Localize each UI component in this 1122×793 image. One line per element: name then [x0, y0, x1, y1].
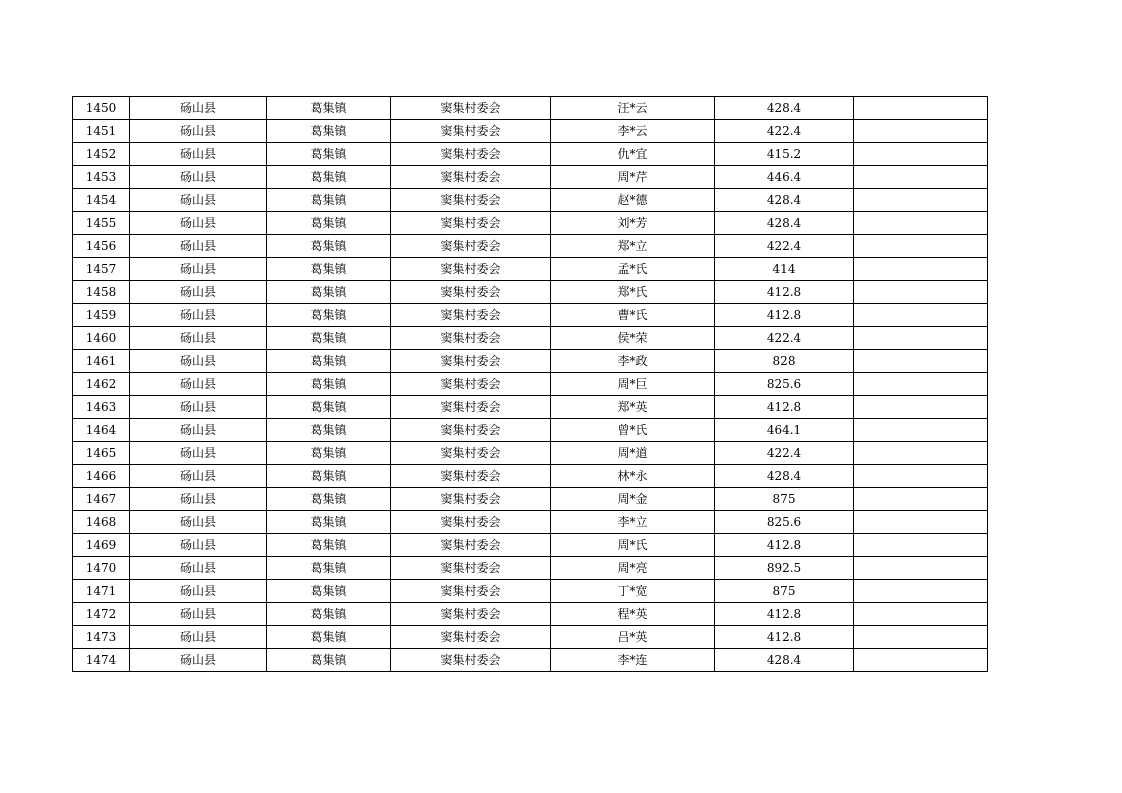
cell-seq: 1465 [73, 442, 130, 465]
cell-name: 程*英 [551, 603, 715, 626]
cell-village: 窦集村委会 [391, 189, 551, 212]
cell-note [854, 97, 988, 120]
cell-note [854, 442, 988, 465]
cell-name: 丁*宽 [551, 580, 715, 603]
cell-village: 窦集村委会 [391, 281, 551, 304]
cell-note [854, 488, 988, 511]
cell-county: 砀山县 [130, 304, 267, 327]
cell-county: 砀山县 [130, 97, 267, 120]
cell-seq: 1458 [73, 281, 130, 304]
cell-name: 李*云 [551, 120, 715, 143]
table-row [73, 258, 988, 281]
table-row [73, 626, 988, 649]
cell-seq: 1467 [73, 488, 130, 511]
cell-village: 窦集村委会 [391, 557, 551, 580]
table-row [73, 97, 988, 120]
cell-name: 曹*氏 [551, 304, 715, 327]
cell-note [854, 304, 988, 327]
cell-village: 窦集村委会 [391, 350, 551, 373]
cell-seq: 1462 [73, 373, 130, 396]
cell-seq: 1461 [73, 350, 130, 373]
cell-note [854, 235, 988, 258]
cell-town: 葛集镇 [267, 304, 391, 327]
cell-county: 砀山县 [130, 511, 267, 534]
cell-seq: 1460 [73, 327, 130, 350]
table-row [73, 281, 988, 304]
cell-name: 周*巨 [551, 373, 715, 396]
table-body [73, 97, 988, 672]
cell-name: 孟*氏 [551, 258, 715, 281]
cell-note [854, 396, 988, 419]
cell-seq: 1454 [73, 189, 130, 212]
cell-name: 郑*立 [551, 235, 715, 258]
cell-town: 葛集镇 [267, 419, 391, 442]
cell-name: 郑*氏 [551, 281, 715, 304]
cell-amount: 412.8 [715, 603, 854, 626]
cell-seq: 1474 [73, 649, 130, 672]
cell-amount: 412.8 [715, 396, 854, 419]
table-row [73, 580, 988, 603]
table-row [73, 235, 988, 258]
table-row [73, 396, 988, 419]
cell-note [854, 511, 988, 534]
table-row [73, 488, 988, 511]
table-row [73, 212, 988, 235]
cell-town: 葛集镇 [267, 442, 391, 465]
cell-village: 窦集村委会 [391, 488, 551, 511]
table-row [73, 465, 988, 488]
cell-name: 吕*英 [551, 626, 715, 649]
cell-county: 砀山县 [130, 143, 267, 166]
cell-county: 砀山县 [130, 120, 267, 143]
cell-seq: 1450 [73, 97, 130, 120]
table-row [73, 442, 988, 465]
cell-note [854, 120, 988, 143]
cell-amount: 412.8 [715, 626, 854, 649]
cell-county: 砀山县 [130, 166, 267, 189]
cell-amount: 422.4 [715, 235, 854, 258]
table-row [73, 557, 988, 580]
cell-county: 砀山县 [130, 189, 267, 212]
cell-amount: 422.4 [715, 327, 854, 350]
cell-county: 砀山县 [130, 580, 267, 603]
cell-town: 葛集镇 [267, 373, 391, 396]
cell-town: 葛集镇 [267, 488, 391, 511]
cell-name: 赵*德 [551, 189, 715, 212]
table-row [73, 304, 988, 327]
table-row [73, 350, 988, 373]
cell-county: 砀山县 [130, 534, 267, 557]
cell-town: 葛集镇 [267, 166, 391, 189]
cell-amount: 428.4 [715, 465, 854, 488]
cell-county: 砀山县 [130, 442, 267, 465]
cell-county: 砀山县 [130, 603, 267, 626]
cell-amount: 412.8 [715, 304, 854, 327]
cell-amount: 415.2 [715, 143, 854, 166]
cell-note [854, 419, 988, 442]
cell-county: 砀山县 [130, 212, 267, 235]
cell-village: 窦集村委会 [391, 235, 551, 258]
cell-amount: 414 [715, 258, 854, 281]
cell-seq: 1456 [73, 235, 130, 258]
cell-village: 窦集村委会 [391, 534, 551, 557]
cell-name: 曾*氏 [551, 419, 715, 442]
cell-town: 葛集镇 [267, 603, 391, 626]
cell-amount: 428.4 [715, 97, 854, 120]
table-row [73, 603, 988, 626]
cell-note [854, 603, 988, 626]
cell-county: 砀山县 [130, 465, 267, 488]
cell-town: 葛集镇 [267, 580, 391, 603]
cell-amount: 412.8 [715, 534, 854, 557]
cell-seq: 1453 [73, 166, 130, 189]
cell-seq: 1463 [73, 396, 130, 419]
cell-village: 窦集村委会 [391, 649, 551, 672]
cell-amount: 422.4 [715, 442, 854, 465]
cell-county: 砀山县 [130, 396, 267, 419]
cell-note [854, 626, 988, 649]
cell-note [854, 189, 988, 212]
cell-county: 砀山县 [130, 419, 267, 442]
cell-name: 周*道 [551, 442, 715, 465]
table-row [73, 189, 988, 212]
cell-seq: 1451 [73, 120, 130, 143]
cell-county: 砀山县 [130, 649, 267, 672]
cell-village: 窦集村委会 [391, 304, 551, 327]
cell-name: 仇*宜 [551, 143, 715, 166]
cell-town: 葛集镇 [267, 350, 391, 373]
table-row [73, 373, 988, 396]
cell-name: 郑*英 [551, 396, 715, 419]
cell-seq: 1459 [73, 304, 130, 327]
cell-village: 窦集村委会 [391, 258, 551, 281]
cell-note [854, 143, 988, 166]
cell-seq: 1470 [73, 557, 130, 580]
cell-county: 砀山县 [130, 373, 267, 396]
cell-county: 砀山县 [130, 258, 267, 281]
cell-note [854, 327, 988, 350]
table-row [73, 419, 988, 442]
cell-note [854, 465, 988, 488]
cell-note [854, 258, 988, 281]
cell-village: 窦集村委会 [391, 603, 551, 626]
cell-village: 窦集村委会 [391, 373, 551, 396]
cell-note [854, 281, 988, 304]
cell-name: 刘*芳 [551, 212, 715, 235]
cell-note [854, 350, 988, 373]
cell-seq: 1464 [73, 419, 130, 442]
cell-name: 李*连 [551, 649, 715, 672]
cell-village: 窦集村委会 [391, 511, 551, 534]
cell-town: 葛集镇 [267, 212, 391, 235]
cell-town: 葛集镇 [267, 120, 391, 143]
cell-name: 汪*云 [551, 97, 715, 120]
cell-seq: 1466 [73, 465, 130, 488]
cell-county: 砀山县 [130, 626, 267, 649]
cell-name: 周*亮 [551, 557, 715, 580]
cell-county: 砀山县 [130, 488, 267, 511]
table-row [73, 649, 988, 672]
table-row [73, 120, 988, 143]
cell-town: 葛集镇 [267, 557, 391, 580]
cell-village: 窦集村委会 [391, 465, 551, 488]
cell-note [854, 580, 988, 603]
cell-amount: 464.1 [715, 419, 854, 442]
cell-amount: 825.6 [715, 511, 854, 534]
cell-seq: 1473 [73, 626, 130, 649]
cell-amount: 446.4 [715, 166, 854, 189]
cell-amount: 828 [715, 350, 854, 373]
data-table [72, 96, 988, 672]
cell-town: 葛集镇 [267, 281, 391, 304]
cell-town: 葛集镇 [267, 189, 391, 212]
cell-town: 葛集镇 [267, 327, 391, 350]
cell-name: 侯*荣 [551, 327, 715, 350]
cell-village: 窦集村委会 [391, 626, 551, 649]
cell-town: 葛集镇 [267, 143, 391, 166]
cell-seq: 1471 [73, 580, 130, 603]
cell-county: 砀山县 [130, 350, 267, 373]
cell-seq: 1469 [73, 534, 130, 557]
cell-village: 窦集村委会 [391, 580, 551, 603]
cell-seq: 1455 [73, 212, 130, 235]
cell-county: 砀山县 [130, 557, 267, 580]
cell-seq: 1472 [73, 603, 130, 626]
cell-village: 窦集村委会 [391, 97, 551, 120]
cell-county: 砀山县 [130, 235, 267, 258]
cell-town: 葛集镇 [267, 396, 391, 419]
cell-town: 葛集镇 [267, 258, 391, 281]
cell-town: 葛集镇 [267, 97, 391, 120]
cell-village: 窦集村委会 [391, 396, 551, 419]
cell-seq: 1468 [73, 511, 130, 534]
cell-note [854, 557, 988, 580]
cell-town: 葛集镇 [267, 649, 391, 672]
document-page [72, 96, 988, 672]
cell-amount: 422.4 [715, 120, 854, 143]
cell-village: 窦集村委会 [391, 442, 551, 465]
cell-name: 周*芹 [551, 166, 715, 189]
cell-amount: 875 [715, 488, 854, 511]
cell-village: 窦集村委会 [391, 143, 551, 166]
cell-note [854, 373, 988, 396]
cell-amount: 412.8 [715, 281, 854, 304]
table-row [73, 327, 988, 350]
cell-village: 窦集村委会 [391, 120, 551, 143]
cell-note [854, 649, 988, 672]
cell-amount: 892.5 [715, 557, 854, 580]
cell-amount: 428.4 [715, 212, 854, 235]
cell-amount: 428.4 [715, 189, 854, 212]
table-row [73, 143, 988, 166]
cell-amount: 428.4 [715, 649, 854, 672]
cell-note [854, 212, 988, 235]
cell-town: 葛集镇 [267, 511, 391, 534]
cell-amount: 825.6 [715, 373, 854, 396]
cell-name: 李*立 [551, 511, 715, 534]
cell-town: 葛集镇 [267, 534, 391, 557]
cell-town: 葛集镇 [267, 465, 391, 488]
cell-name: 李*政 [551, 350, 715, 373]
cell-note [854, 166, 988, 189]
cell-town: 葛集镇 [267, 626, 391, 649]
cell-county: 砀山县 [130, 327, 267, 350]
cell-name: 周*氏 [551, 534, 715, 557]
cell-village: 窦集村委会 [391, 166, 551, 189]
cell-amount: 875 [715, 580, 854, 603]
cell-county: 砀山县 [130, 281, 267, 304]
cell-village: 窦集村委会 [391, 212, 551, 235]
cell-seq: 1457 [73, 258, 130, 281]
table-row [73, 166, 988, 189]
cell-name: 林*永 [551, 465, 715, 488]
cell-village: 窦集村委会 [391, 327, 551, 350]
cell-town: 葛集镇 [267, 235, 391, 258]
cell-note [854, 534, 988, 557]
cell-name: 周*金 [551, 488, 715, 511]
cell-seq: 1452 [73, 143, 130, 166]
cell-village: 窦集村委会 [391, 419, 551, 442]
table-row [73, 534, 988, 557]
table-row [73, 511, 988, 534]
